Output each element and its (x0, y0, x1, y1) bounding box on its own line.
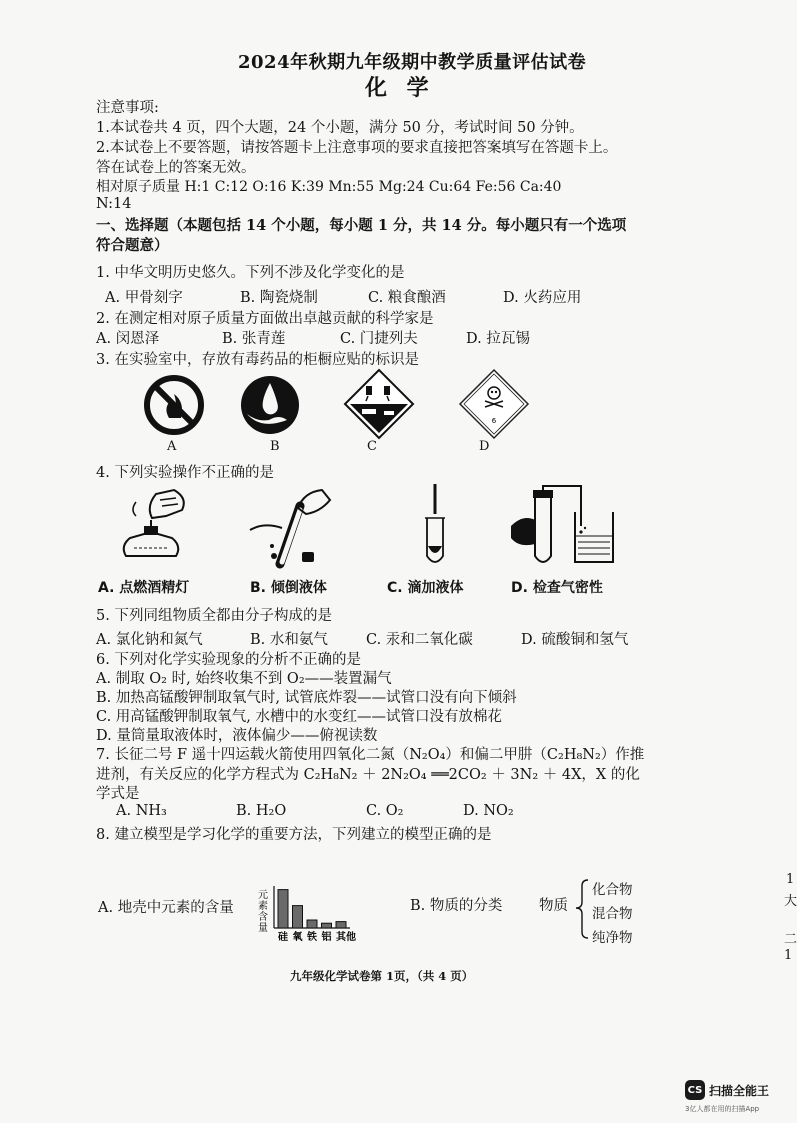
notice-line-2: 2.本试卷上不要答题，请按答题卡上注意事项的要求直接把答案填写在答题卡上。 (96, 140, 618, 156)
q4-stem: 4. 下列实验操作不正确的是 (96, 465, 274, 481)
q7-option-d: D. NO₂ (463, 803, 514, 819)
edge-fragment-2: 大 (784, 894, 797, 909)
q8-option-b-label: B. 物质的分类 (410, 898, 503, 914)
q7-line-1: 7. 长征二号 F 遥十四运载火箭使用四氧化二氮（N₂O₄）和偏二甲肼（C₂H₈N₂）作推 (96, 747, 645, 763)
q1-option-d: D. 火药应用 (503, 290, 582, 306)
pouring-liquid-illustration (244, 486, 336, 572)
q7-option-c: C. O₂ (366, 803, 404, 819)
q5-option-a: A. 氯化钠和氮气 (96, 632, 203, 648)
chart-tick-其他: 其他 (336, 932, 356, 943)
q3-stem: 3. 在实验室中，存放有毒药品的柜橱应贴的标识是 (96, 352, 419, 368)
q4-option-c: C. 滴加液体 (387, 580, 464, 596)
q1-option-a: A. 甲骨刻字 (105, 290, 183, 306)
chart-tick-硅: 硅 (278, 932, 288, 943)
toxic-sign-icon (459, 369, 529, 439)
air-tightness-illustration (509, 486, 619, 572)
q3-label-b: B (270, 439, 280, 454)
q5-option-b: B. 水和氨气 (250, 632, 328, 648)
q3-label-d: D (479, 439, 490, 454)
chart-bar-氧 (293, 906, 303, 928)
q8-stem: 8. 建立模型是学习化学的重要方法，下列建立的模型正确的是 (96, 827, 492, 843)
branch-mixture: 混合物 (592, 906, 633, 922)
q2-option-a: A. 闵恩泽 (96, 331, 160, 347)
branch-pure-substance: 纯净物 (592, 930, 633, 946)
section-heading-line-2: 符合题意） (96, 237, 169, 254)
edge-fragment-4: 1 (784, 948, 793, 963)
q5-stem: 5. 下列同组物质全都由分子构成的是 (96, 608, 332, 624)
crust-element-bar-chart (256, 884, 356, 942)
q1-option-c: C. 粮食酿酒 (368, 290, 446, 306)
q7-option-a: A. NH₃ (116, 803, 167, 819)
q6-option-b: B. 加热高锰酸钾制取氧气时, 试管底炸裂——试管口没有向下倾斜 (96, 690, 517, 706)
edge-fragment-1: 1 (786, 872, 795, 887)
q5-option-d: D. 硫酸铜和氢气 (521, 632, 629, 648)
chart-tick-铝: 铝 (321, 932, 332, 943)
notice-heading: 注意事项: (96, 100, 159, 116)
drop-hand-sign-icon (239, 374, 301, 436)
q6-option-c: C. 用高锰酸钾制取氧气, 水槽中的水变红——试管口没有放棉花 (96, 709, 503, 725)
matter-root-label: 物质 (539, 898, 568, 914)
q7-line-3: 学式是 (96, 786, 140, 802)
q2-option-d: D. 拉瓦锡 (466, 331, 530, 347)
dropping-liquid-illustration (418, 484, 452, 572)
corrosive-sign-icon (344, 369, 414, 439)
chart-bar-硅 (278, 890, 288, 928)
q8-option-a-label: A. 地壳中元素的含量 (98, 900, 234, 916)
q7-line-2: 进剂，有关反应的化学方程式为 C₂H₈N₂ ＋ 2N₂O₄ ══2CO₂ ＋ 3N₂ ＋ 4X，X 的化 (96, 767, 640, 783)
q4-option-d: D. 检查气密性 (511, 580, 603, 596)
q2-option-c: C. 门捷列夫 (340, 331, 418, 347)
section-heading-line-1: 一、选择题（本题包括 14 个小题，每小题 1 分，共 14 分。每小题只有一个选项 (96, 217, 627, 234)
notice-line-1: 1.本试卷共 4 页，四个大题，24 个小题，满分 50 分，考试时间 50 分钟。 (96, 120, 584, 136)
chart-y-label: 元素含量 (258, 890, 268, 934)
q6-stem: 6. 下列对化学实验现象的分析不正确的是 (96, 652, 361, 668)
alcohol-lamp-illustration (116, 486, 196, 572)
exam-title: 2024年秋期九年级期中教学质量评估试卷 (238, 52, 587, 73)
q2-stem: 2. 在测定相对原子质量方面做出卓越贡献的科学家是 (96, 311, 434, 327)
q1-stem: 1. 中华文明历史悠久。下列不涉及化学变化的是 (96, 265, 405, 281)
scanner-tagline: 3亿人都在用的扫描App (685, 1105, 760, 1113)
edge-fragment-3: 二 (784, 932, 797, 947)
toxic-sign-number: 6 (491, 417, 497, 425)
q1-option-b: B. 陶瓷烧制 (240, 290, 318, 306)
chart-tick-氧: 氧 (292, 932, 303, 943)
scanner-watermark (685, 1080, 769, 1100)
q3-label-c: C (367, 439, 377, 454)
q3-label-a: A (167, 439, 177, 454)
q6-option-d: D. 量筒量取液体时，液体偏少——俯视读数 (96, 728, 378, 744)
q4-option-b: B. 倾倒液体 (250, 580, 327, 596)
camscanner-logo-icon: CS (685, 1080, 705, 1100)
q6-option-a: A. 制取 O₂ 时, 始终收集不到 O₂——装置漏气 (96, 671, 392, 687)
q7-option-b: B. H₂O (236, 803, 287, 819)
atomic-mass-line-1: 相对原子质量 H:1 C:12 O:16 K:39 Mn:55 Mg:24 Cu:64 Fe:56 Ca:40 (96, 179, 562, 195)
page-footer: 九年级化学试卷第 1页，（共 4 页） (290, 969, 474, 983)
no-fire-sign-icon (143, 374, 205, 436)
chart-tick-铁: 铁 (307, 932, 317, 943)
notice-line-3: 答在试卷上的答案无效。 (96, 160, 256, 176)
scanner-brand: 扫描全能王 (709, 1083, 770, 1098)
classification-brace-icon (574, 878, 590, 940)
chart-bar-铁 (307, 920, 317, 928)
q4-option-a: A. 点燃酒精灯 (98, 580, 190, 596)
q5-option-c: C. 汞和二氧化碳 (366, 632, 473, 648)
subject-title: 化 学 (365, 75, 435, 101)
chart-bar-其他 (336, 922, 346, 928)
chart-bar-铝 (322, 923, 332, 928)
q2-option-b: B. 张青莲 (222, 331, 286, 347)
branch-compound: 化合物 (592, 882, 633, 898)
atomic-mass-line-2: N:14 (96, 196, 132, 212)
